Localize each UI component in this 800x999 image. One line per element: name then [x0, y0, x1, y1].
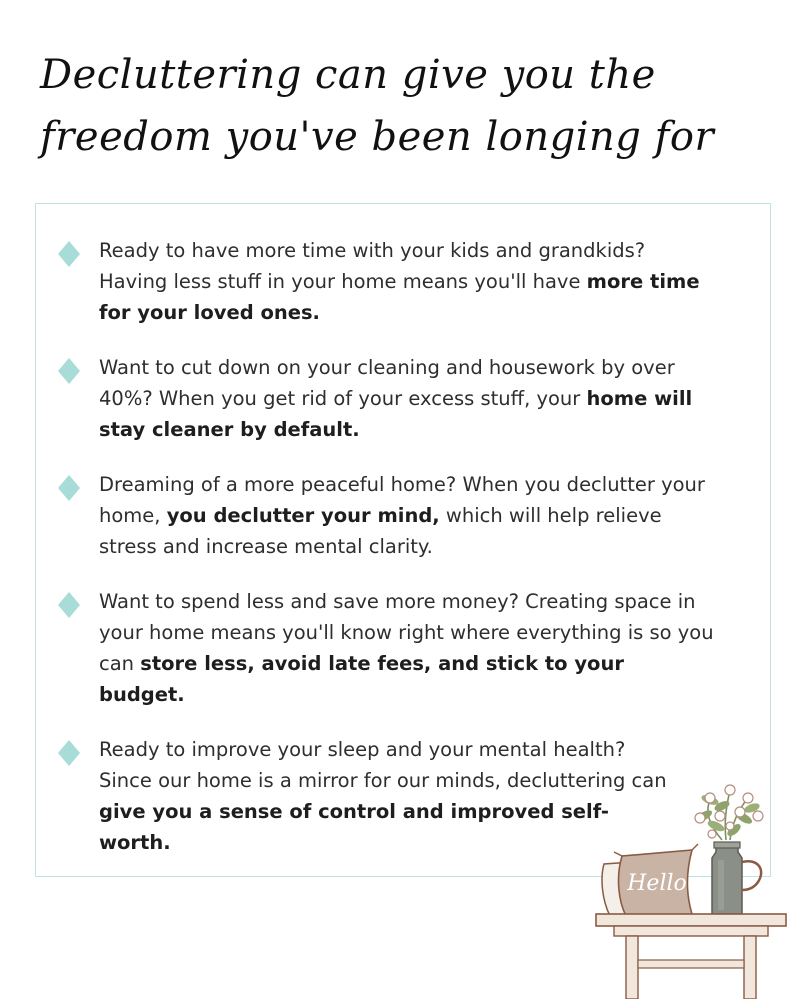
benefit-text — [99, 586, 714, 710]
benefit-text-bold: home will stay cleaner by default. — [99, 387, 693, 441]
benefit-text-plain: Ready to have more time with your kids and grandkids? Having less stuff in your home means you'll have — [99, 239, 646, 293]
side-table-icon — [596, 914, 786, 999]
diamond-icon — [58, 475, 80, 501]
benefit-text-plain: Want to cut down on your cleaning and housework by over 40%? When you get rid of your excess stuff, your — [99, 356, 675, 410]
benefit-text-bold: give you a sense of control and improved self-worth. — [99, 800, 609, 854]
benefit-text-plain: Ready to improve your sleep and your mental health? Since our home is a mirror for our minds, decluttering can — [99, 738, 667, 792]
diamond-icon — [58, 592, 80, 618]
benefit-text-bold: you declutter your mind, — [166, 504, 440, 527]
headline — [40, 44, 760, 168]
benefit-text — [99, 734, 669, 858]
benefit-text-plain: Dreaming of a more peaceful home? When you declutter your home, — [99, 473, 705, 527]
benefit-text-plain: Want to spend less and save more money? Creating space in your home means you'll know right where everything is so you can — [99, 590, 714, 675]
pillow-hello-text: Hello — [627, 871, 687, 896]
flower-bouquet-icon — [694, 785, 763, 840]
headline-line-1: Decluttering can give you the — [40, 52, 656, 98]
benefit-text — [99, 235, 714, 328]
vase-icon — [712, 842, 761, 914]
diamond-icon — [58, 358, 80, 384]
benefit-text — [99, 352, 714, 445]
benefit-text-bold: more time for your loved ones. — [99, 270, 700, 324]
benefit-text — [99, 469, 714, 562]
pillow-icon — [602, 844, 700, 920]
benefit-text-bold: store less, avoid late fees, and stick to your budget. — [99, 652, 624, 706]
diamond-icon — [58, 740, 80, 766]
table-decor-illustration — [592, 778, 792, 999]
diamond-icon — [58, 241, 80, 267]
headline-line-2: freedom you've been longing for — [40, 114, 715, 160]
benefit-text-plain-end: which will help relieve stress and increase mental clarity. — [99, 504, 662, 558]
